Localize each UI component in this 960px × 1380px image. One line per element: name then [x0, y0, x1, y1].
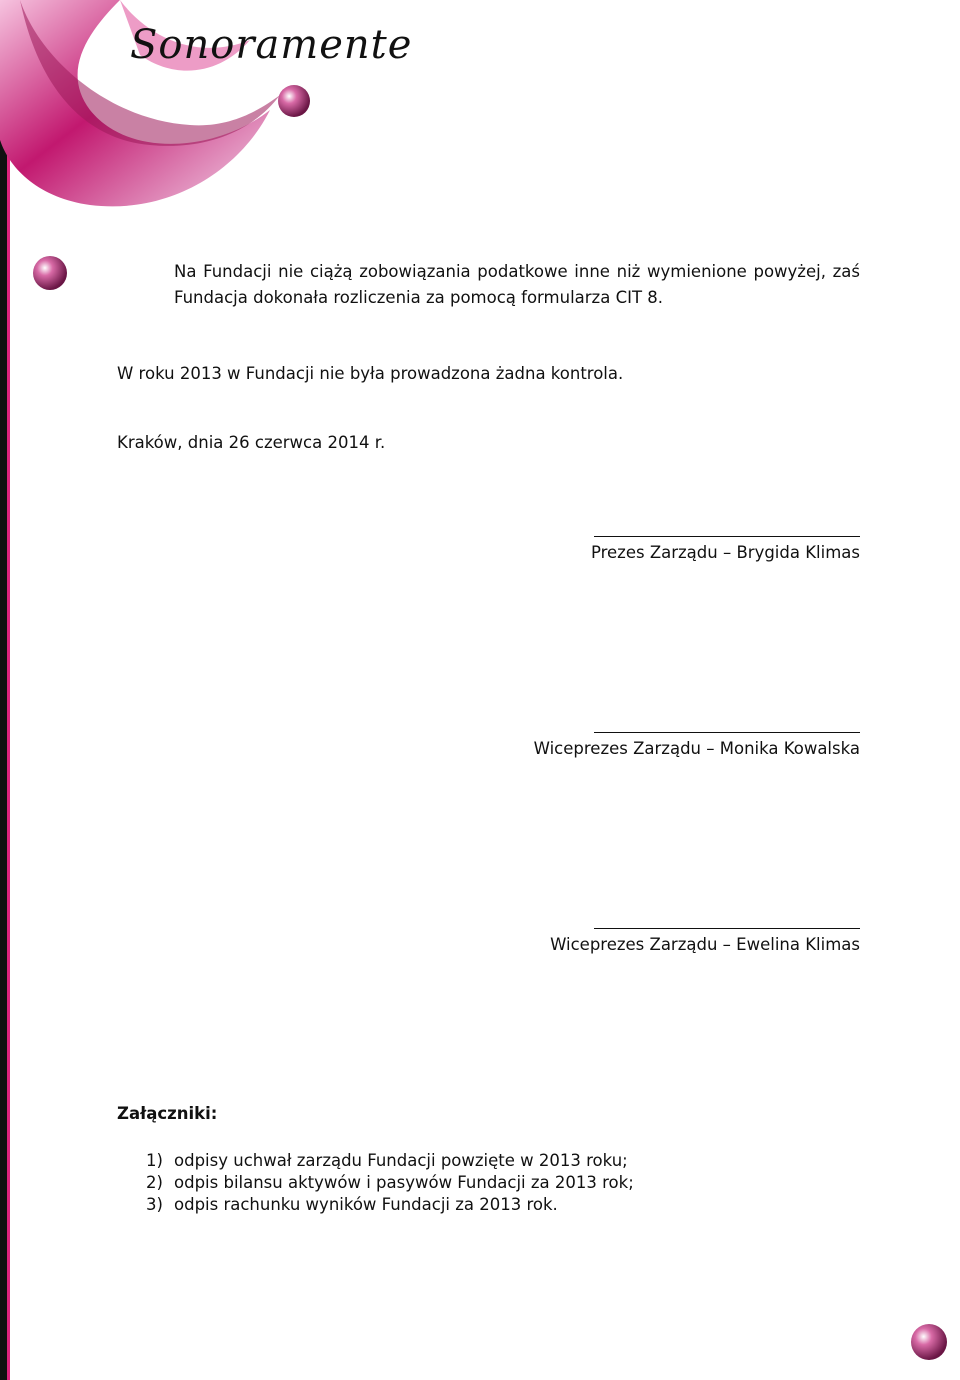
paragraph-no-inspection: W roku 2013 w Fundacji nie była prowadzona żadna kontrola. [117, 364, 624, 383]
place-and-date: Kraków, dnia 26 czerwca 2014 r. [117, 433, 386, 452]
signature-caption: Prezes Zarządu – Brygida Klimas [590, 543, 860, 562]
signature-caption: Wiceprezes Zarządu – Ewelina Klimas [550, 935, 860, 954]
list-item-number: 1) [146, 1151, 163, 1170]
signature-block-president [591, 536, 860, 562]
signature-caption: Wiceprezes Zarządu – Monika Kowalska [533, 739, 860, 758]
brand-logo-text: Sonoramente [130, 22, 413, 68]
signature-line [594, 928, 860, 935]
list-item-text: odpis rachunku wyników Fundacji za 2013 rok. [174, 1195, 558, 1214]
decorative-orb-icon [32, 255, 68, 291]
list-item [146, 1194, 634, 1216]
attachments-list [146, 1150, 634, 1216]
list-item [146, 1172, 634, 1194]
signature-block-vice-president-2 [550, 928, 860, 954]
attachments-heading: Załączniki: [117, 1104, 218, 1123]
list-item-text: odpisy uchwał zarządu Fundacji powzięte w 2013 roku; [174, 1151, 628, 1170]
signature-block-vice-president-1 [534, 732, 860, 758]
list-item-number: 3) [146, 1195, 163, 1214]
list-item-number: 2) [146, 1173, 163, 1192]
decorative-orb-icon-footer [910, 1323, 948, 1361]
list-item-text: odpis bilansu aktywów i pasywów Fundacji za 2013 rok; [174, 1173, 634, 1192]
paragraph-tax-obligations: Na Fundacji nie ciążą zobowiązania podatkowe inne niż wymienione powyżej, zaś Fundacja dokonała rozliczenia za pomocą formularza CIT 8. [174, 262, 860, 307]
signature-line [594, 732, 860, 739]
list-item [146, 1150, 634, 1172]
signature-line [594, 536, 860, 543]
